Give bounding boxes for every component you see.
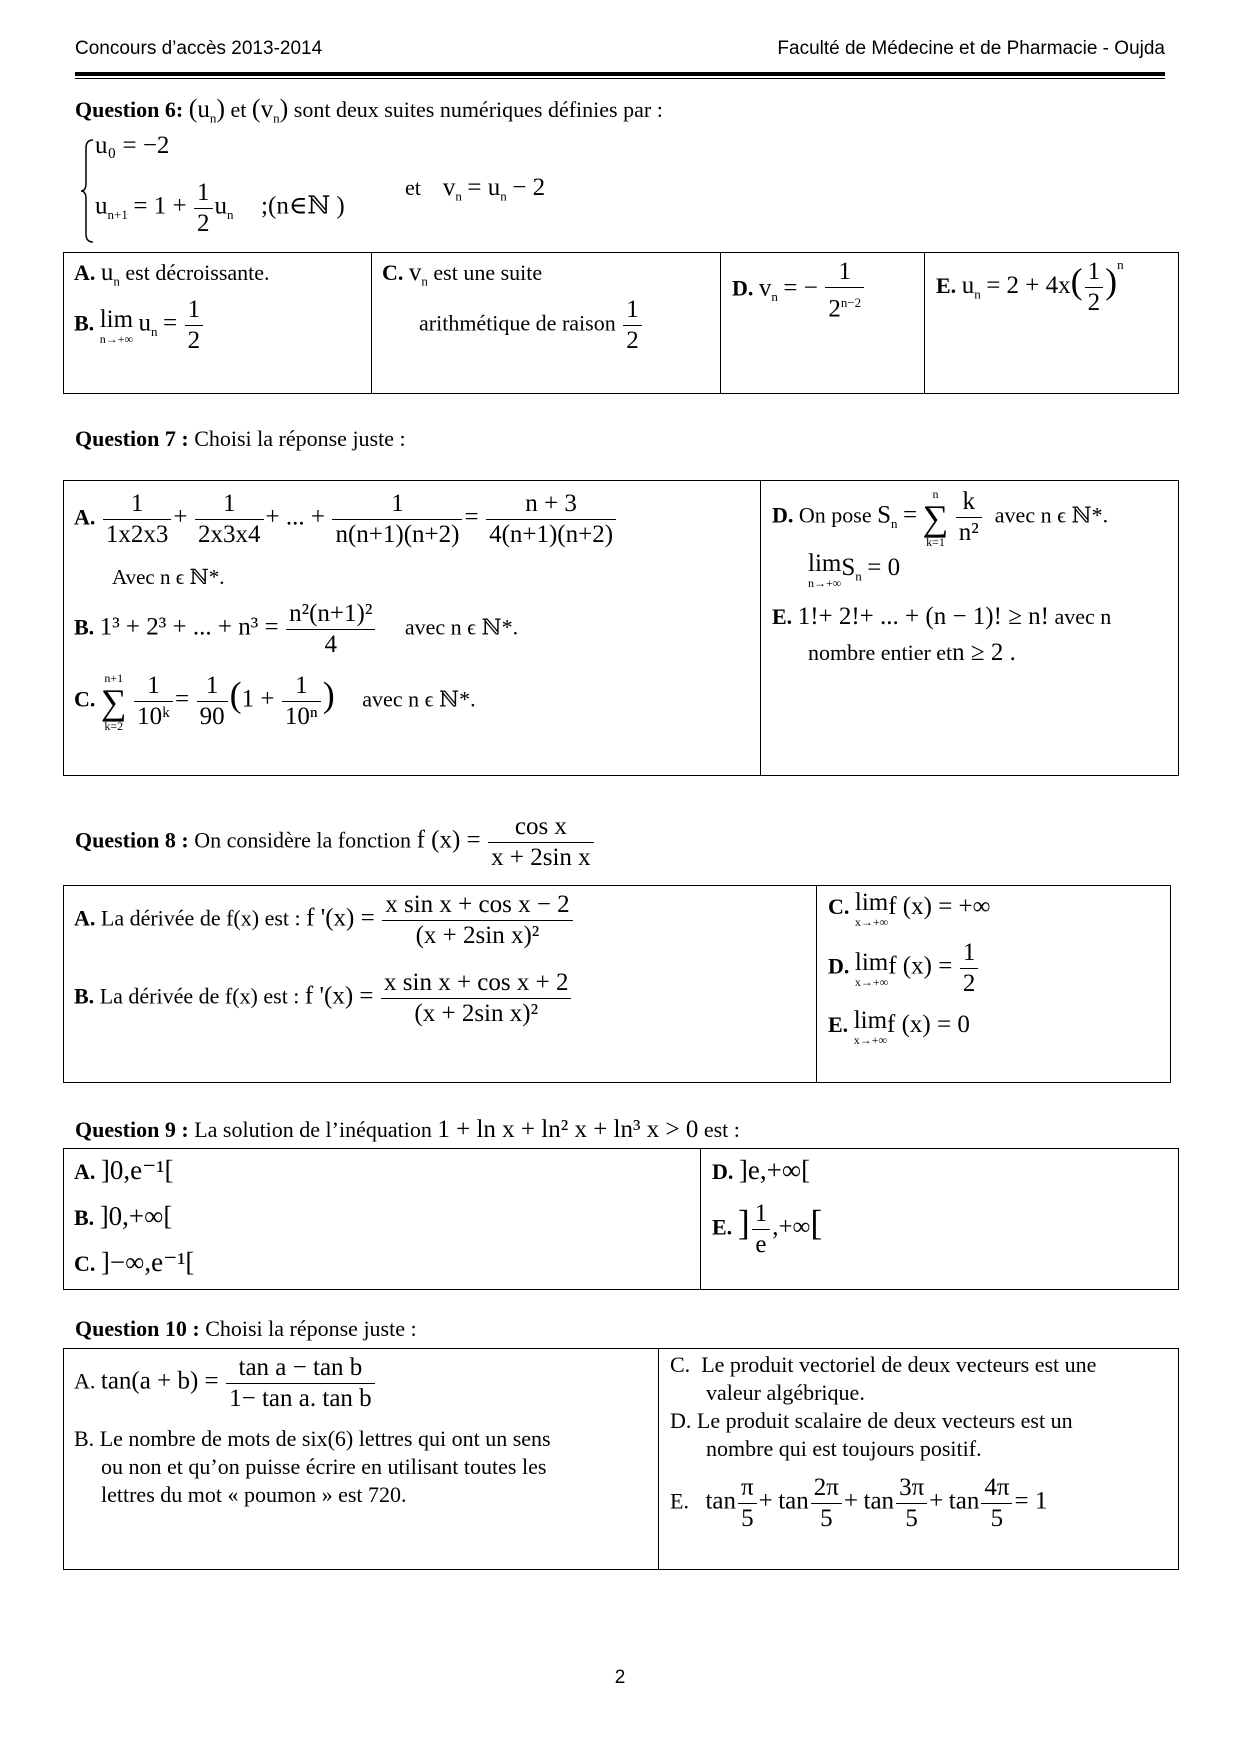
page-header bbox=[75, 38, 1165, 68]
q7-title: Question 7 : bbox=[75, 426, 189, 451]
q6-title: Question 6: bbox=[75, 97, 184, 122]
q7-option-b[interactable]: B. 1³ + 2³ + ... + n³ = $\frac{\text{n²(n+1)²}}{4}$ avec n ϵ ℕ*. bbox=[74, 600, 519, 658]
header-right: Faculté de Médecine et de Pharmacie - Oujda bbox=[777, 38, 1165, 59]
q7-statement bbox=[75, 426, 406, 452]
q9-option-a[interactable]: A. ]0,e⁻¹[ bbox=[74, 1155, 174, 1185]
header-rule bbox=[75, 72, 1165, 76]
header-left: Concours d’accès 2013-2014 bbox=[75, 38, 323, 59]
q6-vn-def: et $v_n = u_n - 2$ bbox=[405, 174, 546, 204]
q7-option-d-limit: lim n→+∞ $S_n = 0$ bbox=[808, 550, 901, 590]
q6-recurrence: $u_{n+1} = 1$ + $\frac{1}{2}$ $u_n$ ;(n∈ℕ ) bbox=[95, 179, 345, 237]
q9-answers-table bbox=[63, 1148, 1179, 1290]
q7-subtitle: Choisi la réponse juste : bbox=[194, 426, 406, 451]
q8-statement: Question 8 : On considère la fonction f (x) = $\frac{\text{cos x}}{\text{x + 2sin x}}$ bbox=[75, 812, 596, 873]
q6-option-c[interactable]: C. $v_n$ est une suite bbox=[382, 259, 543, 289]
q8-option-d[interactable]: D. lim x→+∞ f (x) = $\frac{1}{2}$ bbox=[828, 938, 980, 999]
q6-option-e[interactable]: E. $u_n = 2 + 4x$( $\frac{1}{2}$ )$^n$ bbox=[936, 257, 1124, 317]
q10-statement bbox=[75, 1316, 417, 1342]
q6-intro: sont deux suites numériques définies par : bbox=[293, 97, 663, 122]
q9-option-e[interactable]: E. ] $\frac{1}{e}$ ,+∞[ bbox=[712, 1200, 823, 1258]
q6-option-c-cont: arithmétique de raison $\frac{1}{2}$ bbox=[419, 295, 644, 356]
q10-option-d[interactable]: D. Le produit scalaire de deux vecteurs est un nombre qui est toujours positif. bbox=[670, 1408, 1073, 1461]
q10-subtitle: Choisi la réponse juste : bbox=[205, 1316, 417, 1341]
q10-option-b[interactable]: B. Le nombre de mots de six(6) lettres qui ont un sens ou non et qu’on puisse écrire en utilisant toutes les lettres du mot « poumon » est 720. bbox=[74, 1426, 551, 1507]
q7-option-e-cont: nombre entier etn ≥ 2 . bbox=[808, 639, 1016, 666]
q7-option-c[interactable]: C. n+1 ∑ k=2 $\frac{1}{\text{10ᵏ}}$ = $\frac{1}{90}$ (1 + $\frac{1}{\text{10ⁿ}}$ ) avec n ϵ ℕ*. bbox=[74, 670, 476, 733]
q9-title: Question 9 : bbox=[75, 1117, 189, 1142]
q7-answers-table bbox=[63, 480, 1179, 776]
q10-option-c[interactable]: C. Le produit vectoriel de deux vecteurs est une valeur algébrique. bbox=[670, 1352, 1097, 1405]
q7-option-a-cond: Avec n ϵ ℕ*. bbox=[112, 565, 225, 589]
q7-option-e[interactable]: E. 1!+ 2!+ ... + (n − 1)! ≥ n! avec n bbox=[772, 603, 1112, 630]
q10-title: Question 10 : bbox=[75, 1316, 200, 1341]
q6-answers-table bbox=[63, 252, 1179, 394]
q9-option-d[interactable]: D. ]e,+∞[ bbox=[712, 1155, 811, 1185]
q7-option-d[interactable]: D. On pose $S_n$ = n ∑ k=1 $\frac{k}{\text{n²}}$ avec n ϵ ℕ*. bbox=[772, 486, 1109, 549]
q8-option-b[interactable]: B. La dérivée de f(x) est : f '(x) = $\frac{\text{x sin x + cos x + 2}}{\text{(x + 2sin x)²}}$ bbox=[74, 968, 573, 1029]
q10-answers-table bbox=[63, 1348, 1179, 1570]
q6-option-d[interactable]: D. $v_n$ = − $\frac{1}{2^{n-2}}$ bbox=[732, 257, 866, 324]
q8-option-a[interactable]: A. La dérivée de f(x) est : f '(x) = $\frac{\text{x sin x + cos x − 2}}{\text{(x + 2sin x)²}}$ bbox=[74, 890, 575, 951]
q7-option-a[interactable]: A. $\frac{1}{1x2x3}$ + $\frac{1}{2x3x4}$ + ... + $\frac{1}{n(n+1)(n+2)}$ = $\frac{n + 3}{4(n+1)(n+2)}$ bbox=[74, 489, 618, 550]
q9-option-c[interactable]: C. ]−∞,e⁻¹[ bbox=[74, 1247, 195, 1277]
q6-option-a[interactable]: A. $u_n$ est décroissante. bbox=[74, 259, 270, 289]
q8-option-e[interactable]: E. lim x→+∞ f (x) = 0 bbox=[828, 1007, 970, 1047]
q6-u0: u₀ = −2 bbox=[95, 132, 170, 159]
q9-statement: Question 9 : La solution de l’inéquation 1 + ln x + ln² x + ln³ x > 0 est : bbox=[75, 1116, 740, 1143]
q8-option-c[interactable]: C. lim x→+∞ f (x) = +∞ bbox=[828, 889, 991, 929]
q6-system-brace bbox=[80, 138, 94, 244]
q10-option-e[interactable]: E. tan $\frac{\pi}{5}$ + tan $\frac{2\pi}{5}$ + tan $\frac{3\pi}{5}$ + tan $\frac{4\pi}{5}$ = 1 bbox=[670, 1474, 1048, 1532]
q9-option-b[interactable]: B. ]0,+∞[ bbox=[74, 1201, 173, 1231]
q8-answers-table bbox=[63, 885, 1171, 1083]
header-rule-thin bbox=[75, 78, 1165, 79]
q6-option-b[interactable]: B. lim n→+∞ $u_n$ = $\frac{1}{2}$ bbox=[74, 295, 205, 356]
q6-statement: Question 6: $(u_n)$ et $(v_n)$ sont deux suites numériques définies par : bbox=[75, 94, 663, 126]
q6-et: et bbox=[230, 97, 247, 122]
page-number: 2 bbox=[614, 1667, 626, 1688]
q10-option-a[interactable]: A. tan(a + b) = $\frac{\text{tan a − tan b}}{\text{1− tan a. tan b}}$ bbox=[74, 1353, 377, 1414]
q8-title: Question 8 : bbox=[75, 827, 189, 853]
